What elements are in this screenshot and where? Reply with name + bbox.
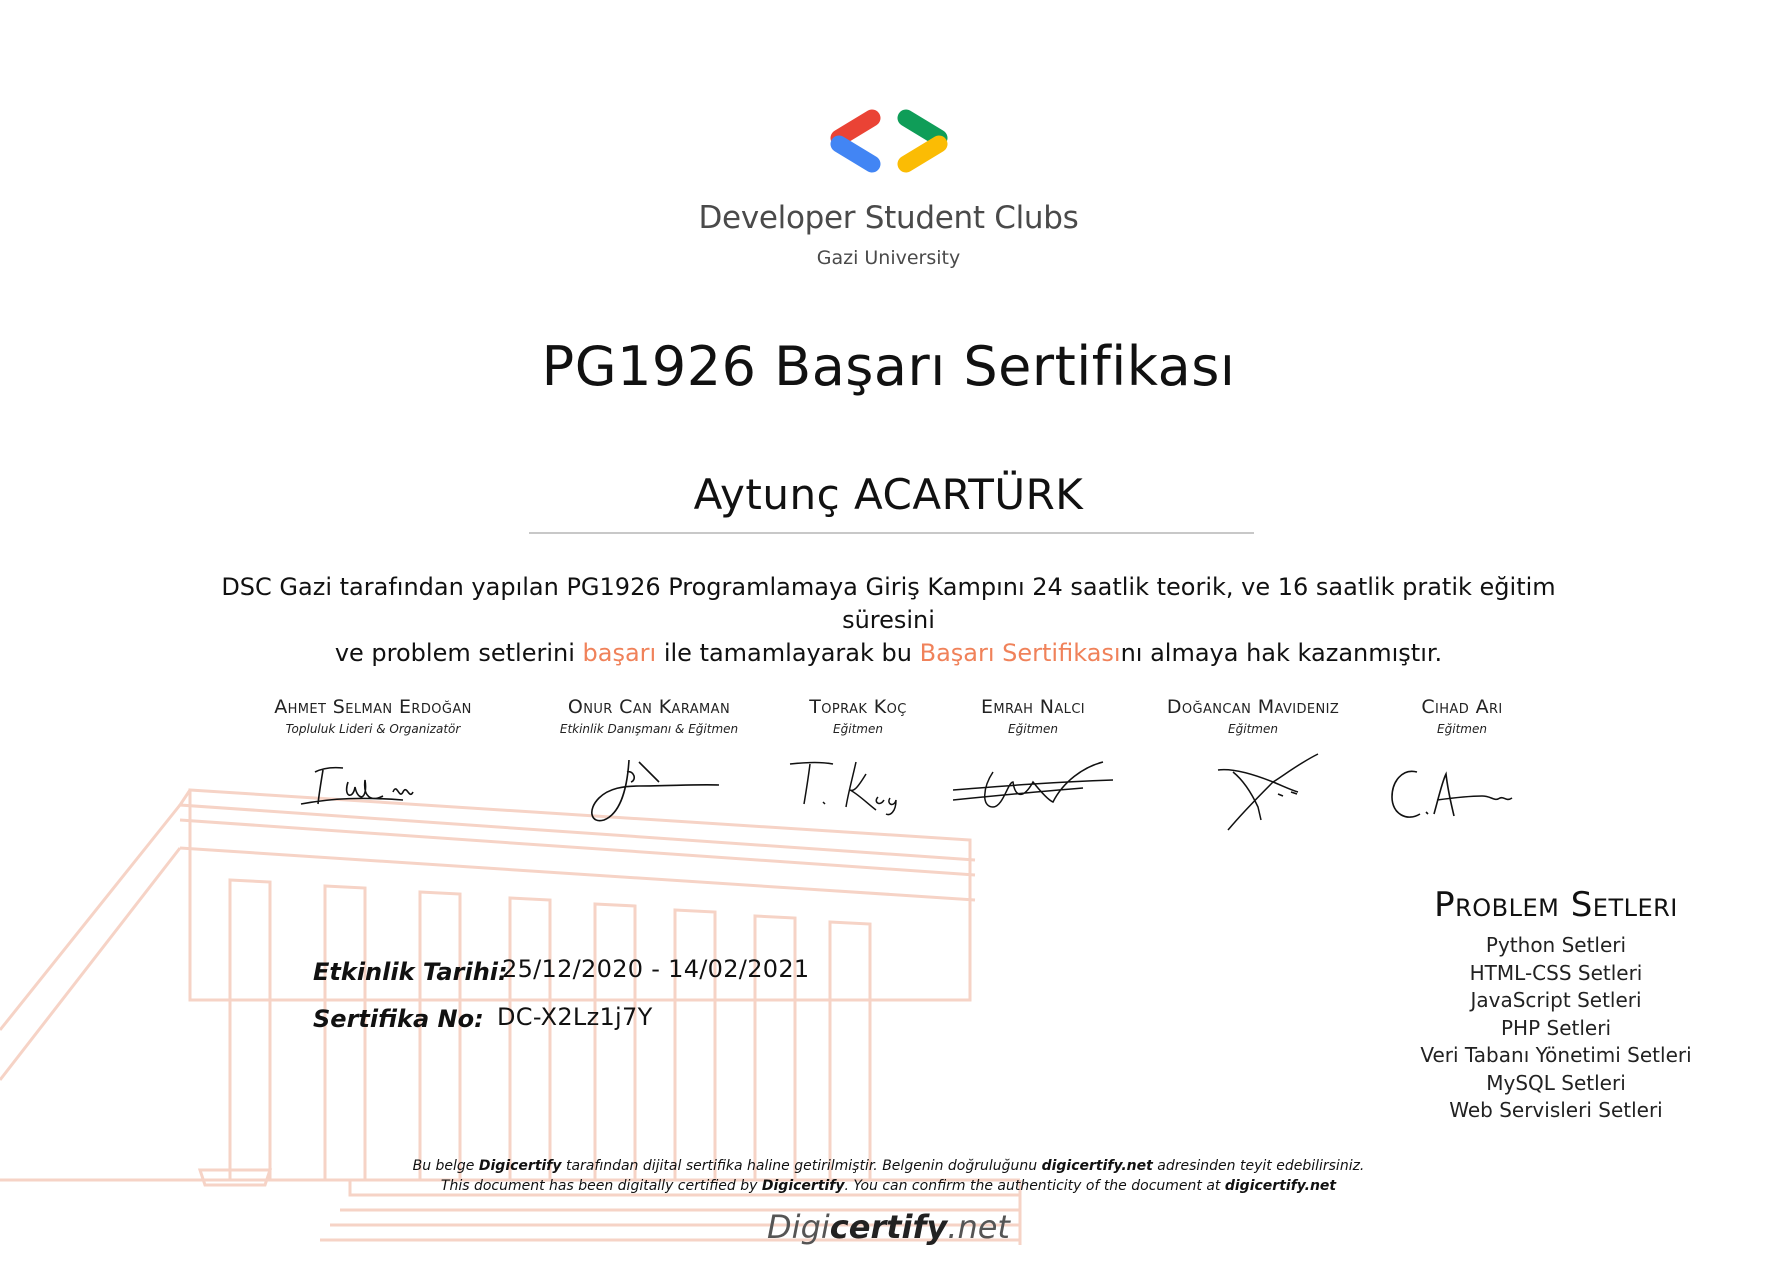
problem-sets-list xyxy=(1376,932,1736,1125)
body-part4: nı almaya hak kazanmıştır. xyxy=(1120,639,1443,667)
problem-set-item: PHP Setleri xyxy=(1501,1015,1611,1040)
footer-en-link[interactable]: digicertify.net xyxy=(1224,1178,1337,1194)
footer-tr-text: adresinden teyit edebilirsiniz. xyxy=(1152,1158,1365,1174)
certificate-no-label: Sertifika No: xyxy=(313,1005,484,1033)
body-accent-basari: başarı xyxy=(582,639,657,667)
footer-tr-brand: Digicertify xyxy=(478,1158,562,1174)
footer-en-brand: Digicertify xyxy=(761,1178,845,1194)
signatory-name: Doğancan Mavideniz xyxy=(1166,696,1340,718)
problem-sets-title: Problem Setleri xyxy=(1434,885,1678,925)
certificate-no-value: DC-X2Lz1j7Y xyxy=(497,1003,653,1031)
footer-note-en xyxy=(0,1178,1777,1194)
signatory-role: Eğitmen xyxy=(833,722,883,736)
name-underline xyxy=(529,532,1254,534)
certificate-body xyxy=(180,571,1597,670)
footer-en-text: . You can confirm the authenticity of the document at xyxy=(844,1178,1225,1194)
signatory-role: Eğitmen xyxy=(1228,722,1278,736)
problem-set-item: Web Servisleri Setleri xyxy=(1449,1098,1663,1122)
body-part3: ile tamamlayarak bu xyxy=(656,639,920,667)
signature-icon xyxy=(293,752,453,832)
event-date-value: 25/12/2020 - 14/02/2021 xyxy=(502,955,810,983)
footer-en-text: This document has been digitally certified by xyxy=(440,1178,762,1194)
signatory-name: Cihad Arı xyxy=(1421,696,1503,718)
signatory xyxy=(253,696,493,736)
org-name: Developer Student Clubs xyxy=(698,200,1079,236)
signatory xyxy=(1133,696,1373,736)
digicertify-logo-part: certify xyxy=(829,1208,948,1246)
footer-note-tr xyxy=(0,1158,1777,1174)
signatory-role: Eğitmen xyxy=(1437,722,1487,736)
signature-icon xyxy=(1382,752,1542,832)
signatory-name: Ahmet Selman Erdoğan xyxy=(274,696,472,718)
recipient-name: Aytunç ACARTÜRK xyxy=(693,470,1084,519)
signatory-name: Toprak Koç xyxy=(809,696,907,718)
certificate-title: PG1926 Başarı Sertifikası xyxy=(541,335,1236,398)
signatory xyxy=(529,696,769,736)
dsc-logo-icon xyxy=(826,108,952,174)
signature-icon xyxy=(778,752,938,832)
signature-icon xyxy=(953,752,1113,832)
signatory xyxy=(1342,696,1582,736)
problem-set-item: Python Setleri xyxy=(1485,933,1627,957)
body-accent-sertifika: Başarı Sertifikası xyxy=(919,639,1121,667)
body-part1: DSC Gazi tarafından yapılan PG1926 Programlamaya Giriş Kampını 24 saatlik teorik, ve 16 saatlik pratik eğitim süresini xyxy=(221,573,1556,634)
signature-icon xyxy=(569,752,729,832)
problem-set-item: HTML-CSS Setleri xyxy=(1469,960,1643,985)
digicertify-logo xyxy=(0,1208,1777,1246)
event-date-label: Etkinlik Tarihi: xyxy=(313,958,508,986)
problem-set-item: JavaScript Setleri xyxy=(1470,988,1642,1012)
problem-set-item: Veri Tabanı Yönetimi Setleri xyxy=(1420,1043,1692,1067)
signatory-role: Eğitmen xyxy=(1008,722,1058,736)
problem-set-item: MySQL Setleri xyxy=(1486,1070,1626,1095)
body-part2: ve problem setlerini xyxy=(334,639,583,667)
signatory-role: Topluluk Lideri & Organizatör xyxy=(285,722,461,736)
signature-icon xyxy=(1173,752,1333,832)
footer-tr-text: Bu belge xyxy=(412,1158,479,1174)
signatory-name: Onur Can Karaman xyxy=(567,696,731,718)
digicertify-logo-part: Digi xyxy=(767,1208,830,1246)
footer-tr-link[interactable]: digicertify.net xyxy=(1041,1158,1153,1174)
footer-tr-text: tarafından dijital sertifika haline getirilmiştir. Belgenin doğruluğunu xyxy=(561,1158,1042,1174)
signatory-name: Emrah Nalcı xyxy=(980,696,1086,718)
signatory xyxy=(913,696,1153,736)
signatory-role: Etkinlik Danışmanı & Eğitmen xyxy=(559,722,739,736)
digicertify-logo-part: .net xyxy=(947,1208,1010,1246)
org-subtitle: Gazi University xyxy=(816,247,961,269)
